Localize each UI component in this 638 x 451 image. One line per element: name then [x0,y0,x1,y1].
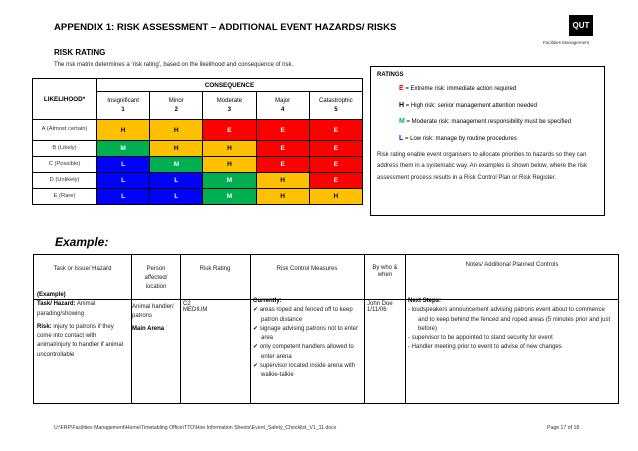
measure-text: areas roped and fenced off to keep patron distance [259,307,353,323]
risk-label: Risk: [37,323,52,330]
rating-cell-example [183,302,247,313]
measure-text: supervisor located inside arena with walkie-talkie [259,363,356,379]
page-title: APPENDIX 1: RISK ASSESSMENT – ADDITIONAL EVENT HAZARDS/ RISKS [54,22,397,33]
risk-matrix [32,78,363,205]
rating-text: = Moderate risk: management responsibility must be specified [406,119,572,125]
column-number: 4 [280,106,285,113]
next-step-item: - loudspeakers announcement advising patrons event about to commence and to keep behind the fenced and roped areas (5 minutes prior and just before) [408,307,611,332]
rating-cell: E [256,120,309,141]
column-name: Minor [168,98,184,105]
next-step-text: supervisor to be appointed to stand security for event [411,335,553,342]
rating-cell: H [203,141,256,157]
rating-item-low [377,134,598,145]
measure-item: ✔ areas roped and fenced off to keep patron distance [253,307,353,323]
task-text: Animal parading/showing [37,301,96,317]
notes-cell [408,297,616,353]
rating-cell: E [309,173,362,189]
rating-cell: M [203,189,256,205]
measure-item: ✔ supervisor located inside arena with walkie-talkie [253,363,356,379]
header-bywho: By who & when [372,265,398,278]
header-rating: Risk Rating [199,266,231,272]
intro-text: The risk matrix determines a ‘risk rating’, based on the likelihood and consequence of risk. [54,62,294,68]
location-text: Main Arena [132,325,165,332]
example-heading: Example: [55,235,109,249]
bywho-cell [367,302,404,313]
measure-item: ✔ only competent handlers allowed to enter arena [253,344,354,360]
next-step-text: Handler meeting prior to event to advise of new changes [411,344,562,351]
example-tag: (Example) [37,292,66,298]
matrix-row [33,173,363,189]
task-label: Task/ Hazard: [37,301,76,308]
rating-cell: M [97,141,150,157]
footer-path: U:\FRP\Facilities Management\Home\Timetabling Office\TTO\Hire Information Sheets\Event_Safety_Checklist_V1_11.docx [54,425,337,431]
rating-cell: E [256,141,309,157]
bywho-date: 1/11/06 [367,306,387,313]
rating-cell: L [97,173,150,189]
consequence-column [309,92,362,120]
next-steps-label: Next Steps: [408,298,442,304]
consequence-column [203,92,256,120]
likelihood-label: B (Likely) [33,141,97,157]
rating-cell: E [309,157,362,173]
rating-cell: E [309,120,362,141]
qut-logo: QUT [569,15,593,36]
rating-cell: L [97,157,150,173]
currently-label: Currently: [253,298,282,304]
matrix-row [33,157,363,173]
rating-key: E [399,85,404,92]
likelihood-label: E (Rare) [33,189,97,205]
measure-text: signage advising patrons not to enter area [259,325,359,342]
rating-code: C2 [183,301,191,307]
ratings-paragraph: Risk rating enable event organisers to allocate priorities to hazards so they can address them in a systematic way. An examples is shown below, where the risk assessment process results in a Risk Control Plan or Risk Register. [377,152,587,181]
bywho-name: John Doe [367,301,393,307]
rating-cell: L [150,189,203,205]
rating-cell: M [203,173,256,189]
rating-value: MEDIUM [183,306,208,313]
consequence-header: CONSEQUENCE [97,79,363,92]
logo-subtitle: Facilities Management [543,40,589,45]
likelihood-header: LIKELIHOOD* [33,79,97,120]
next-step-text: loudspeakers announcement advising patrons event about to commence and to keep behind the fenced and roped areas (5 minutes prior and just before) [411,307,611,332]
rating-item-moderate [377,117,598,128]
matrix-row [33,141,363,157]
measure-item: ✔ signage advising patrons not to enter area [253,325,359,342]
rating-cell: H [97,120,150,141]
column-name: Insignificant [107,98,139,105]
rating-text: = High risk: senior management attention needed [405,102,537,109]
column-name: Major [275,98,291,105]
risk-text: injury to patrons if they come into contact with animal/injury to handler if animal uncontrollable [37,323,124,358]
rating-cell: H [203,157,256,173]
next-step-item: - supervisor to be appointed to stand security for event [408,335,553,342]
rating-cell: E [309,141,362,157]
rating-key: H [399,101,405,109]
task-cell [37,291,129,360]
rating-cell: H [256,189,309,205]
consequence-column [97,92,150,120]
likelihood-label: A (Almost certain) [33,120,97,141]
page-number: Page 17 of 18 [547,425,580,431]
rating-cell: H [309,189,362,205]
person-cell [132,303,178,334]
header-person: Person affected/ location [144,266,168,290]
column-number: 1 [121,106,125,113]
likelihood-label: C (Possible) [33,157,97,173]
rating-cell: E [203,120,256,141]
rating-cell: L [97,189,150,205]
rating-cell: E [256,157,309,173]
ratings-heading: RATINGS [377,72,404,78]
rating-item-high [377,101,598,112]
consequence-column [150,92,203,120]
header-task: Task or Issue/ Hazard [53,266,112,272]
rating-text: = Low risk: manage by routine procedures [404,135,517,142]
column-number: 3 [227,106,232,113]
header-notes: Notes/ Additional Planned Controls [465,262,559,268]
rating-cell: H [150,120,203,141]
ratings-box [370,66,605,216]
column-name: Moderate [216,98,243,105]
column-name: Catastrophic [319,98,353,105]
rating-cell: M [150,157,203,173]
person-text: Animal handler/ patrons [132,304,174,320]
measure-text: only competent handlers allowed to enter arena [259,344,354,360]
rating-item-extreme [377,84,598,95]
consequence-column [256,92,309,120]
matrix-row [33,189,363,205]
rating-text: = Extreme risk: immediate action required [405,86,517,92]
rating-key: L [399,134,404,142]
rating-cell: H [256,173,309,189]
likelihood-label: D (Unlikely) [33,173,97,189]
matrix-row [33,120,363,141]
header-measures: Risk Control Measures [276,266,338,272]
example-table [33,254,619,404]
next-step-item: - Handler meeting prior to event to advise of new changes [408,344,562,351]
section-heading: RISK RATING [54,48,106,57]
measures-cell [253,297,361,381]
column-number: 2 [174,106,178,113]
rating-cell: H [150,141,203,157]
column-number: 5 [334,106,338,113]
rating-cell: L [150,173,203,189]
rating-key: M [399,118,405,125]
